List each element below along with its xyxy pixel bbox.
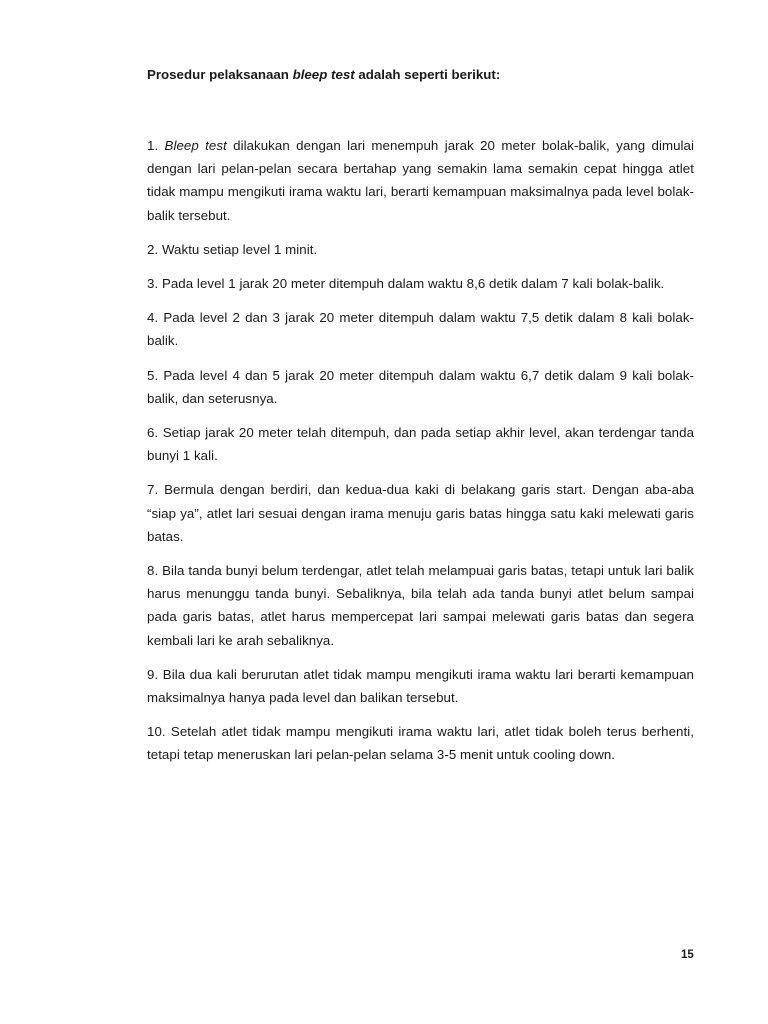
item-number: 8. (147, 563, 163, 579)
item-number: 1. (147, 138, 165, 153)
item-number: 7. (147, 482, 165, 498)
item-text: Bila tanda bunyi belum terdengar, atlet telah melampuai garis batas, tetapi untuk lari balik harus menunggu tanda bunyi. Sebaliknya, bila telah ada tanda bunyi atlet belum sampai pada garis batas, atlet harus mempercepat lari sampai melewati garis batas dan segera kembali lari ke arah sebaliknya. (147, 563, 695, 648)
procedure-item-1 (147, 134, 694, 227)
item-text: Pada level 4 dan 5 jarak 20 meter ditempuh dalam waktu 6,7 detik dalam 9 kali bolak-balik, dan seterusnya. (147, 367, 694, 406)
item-number: 6. (147, 425, 163, 441)
item-number: 10. (147, 724, 171, 740)
procedure-item-10 (147, 720, 694, 766)
item-text: Bermula dengan berdiri, dan kedua-dua kaki di belakang garis start. Dengan aba-aba “siap ya”, atlet lari sesuai dengan irama menuju garis batas hingga satu kaki melewati garis batas. (147, 482, 694, 544)
procedure-item-9 (147, 663, 694, 709)
item-number: 2. (147, 241, 162, 257)
item-text: dilakukan dengan lari menempuh jarak 20 meter bolak-balik, yang dimulai dengan lari pelan-pelan secara bertahap yang semakin lama semakin cepat hingga atlet tidak mampu mengikuti irama waktu lari, berarti kemampuan maksimalnya pada level bolak-balik tersebut. (147, 138, 695, 223)
item-text: Setiap jarak 20 meter telah ditempuh, dan pada setiap akhir level, akan terdengar tanda bunyi 1 kali. (147, 425, 695, 464)
item-number: 3. (147, 276, 162, 292)
section-heading (147, 66, 707, 84)
procedure-item-6 (147, 421, 694, 467)
heading-prefix: Prosedur pelaksanaan (147, 67, 293, 82)
item-text: Pada level 1 jarak 20 meter ditempuh dalam waktu 8,6 detik dalam 7 kali bolak-balik. (161, 276, 665, 292)
item-text: Pada level 2 dan 3 jarak 20 meter ditempuh dalam waktu 7,5 detik dalam 8 kali bolak-balik. (147, 310, 694, 349)
procedure-item-3 (147, 272, 694, 295)
item-number: 4. (147, 310, 164, 326)
item-text: Bila dua kali berurutan atlet tidak mampu mengikuti irama waktu lari berarti kemampuan maksimalnya hanya pada level dan balikan tersebut. (147, 666, 694, 706)
procedure-item-4 (147, 306, 694, 352)
heading-italic-term: bleep test (292, 67, 355, 82)
procedure-item-2 (147, 238, 694, 261)
item-text: Waktu setiap level 1 minit. (161, 241, 318, 257)
procedure-item-7 (147, 478, 694, 548)
procedure-item-8 (147, 559, 694, 652)
procedure-list (147, 134, 694, 778)
item-text: Setelah atlet tidak mampu mengikuti irama waktu lari, atlet tidak boleh terus berhenti, tetapi tetap meneruskan lari pelan-pelan selama 3-5 menit untuk cooling down. (147, 724, 694, 763)
page-number: 15 (681, 949, 694, 961)
item-number: 5. (147, 367, 164, 383)
heading-suffix: adalah seperti berikut: (354, 67, 501, 82)
item-italic-term: Bleep test (164, 138, 227, 153)
item-number: 9. (147, 666, 163, 682)
procedure-item-5 (147, 364, 694, 410)
